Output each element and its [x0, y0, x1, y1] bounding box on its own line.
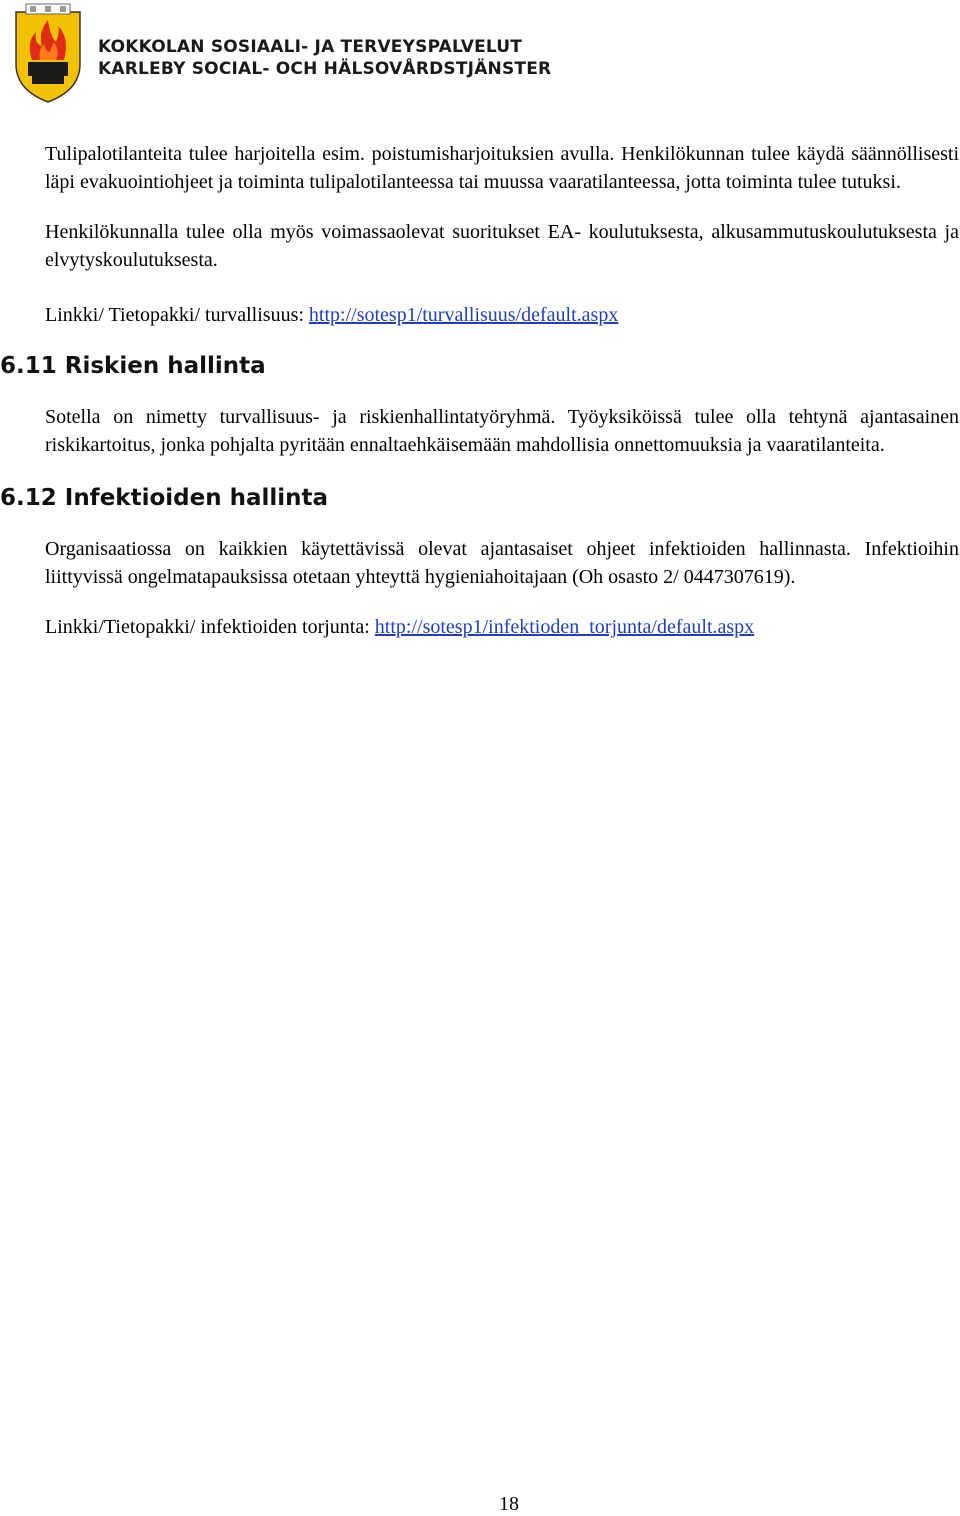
safety-link-line — [45, 301, 959, 329]
section-heading-infection-management: 6.12 Infektioiden hallinta — [0, 485, 329, 511]
org-name-finnish: KOKKOLAN SOSIAALI- JA TERVEYSPALVELUT — [98, 37, 523, 57]
infection-link-label: Linkki/Tietopakki/ infektioiden torjunta: — [45, 616, 375, 638]
paragraph-risk-management: Sotella on nimetty turvallisuus- ja riskienhallintatyöryhmä. Työyksiköissä tulee olla tehtynä ajantasainen riskikartoitus, jonka pohjalta pyritään ennaltaehkäisemään mahdollisia onnettomuuksia ja vaaratilanteita. — [45, 406, 959, 456]
paragraph-fire-drills: Tulipalotilanteita tulee harjoitella esim. poistumisharjoituksien avulla. Henkilökunnan tulee käydä säännöllisesti läpi evakuointiohjeet ja toiminta tulipalotilanteessa tai muussa vaaratilanteessa, jotta toiminta tulee tutuksi. — [45, 143, 959, 193]
infection-link[interactable]: http://sotesp1/infektioden_torjunta/default.aspx — [374, 616, 755, 638]
safety-link-label: Linkki/ Tietopakki/ turvallisuus: — [45, 304, 309, 326]
safety-link[interactable]: http://sotesp1/turvallisuus/default.aspx — [308, 304, 619, 326]
document-body — [0, 140, 959, 641]
org-name-swedish: KARLEBY SOCIAL- OCH HÄLSOVÅRDSTJÄNSTER — [98, 59, 552, 79]
coat-of-arms-icon — [12, 2, 84, 104]
paragraph-infection-management: Organisaatiossa on kaikkien käytettävissä olevat ajantasaiset ohjeet infektioiden hallinnasta. Infektioihin liittyvissä ongelmatapauksissa otetaan yhteyttä hygieniahoitajaan (Oh osasto 2/ 0447307619). — [45, 538, 959, 588]
organization-name — [98, 36, 551, 80]
paragraph-training: Henkilökunnalla tulee olla myös voimassaolevat suoritukset EA- koulutuksesta, alkusammutuskoulutuksesta ja elvytyskoulutuksesta. — [45, 221, 959, 271]
infection-link-line — [45, 613, 959, 641]
page-number: 18 — [499, 1493, 519, 1515]
page-header — [0, 0, 960, 110]
section-heading-risk-management: 6.11 Riskien hallinta — [0, 353, 266, 379]
